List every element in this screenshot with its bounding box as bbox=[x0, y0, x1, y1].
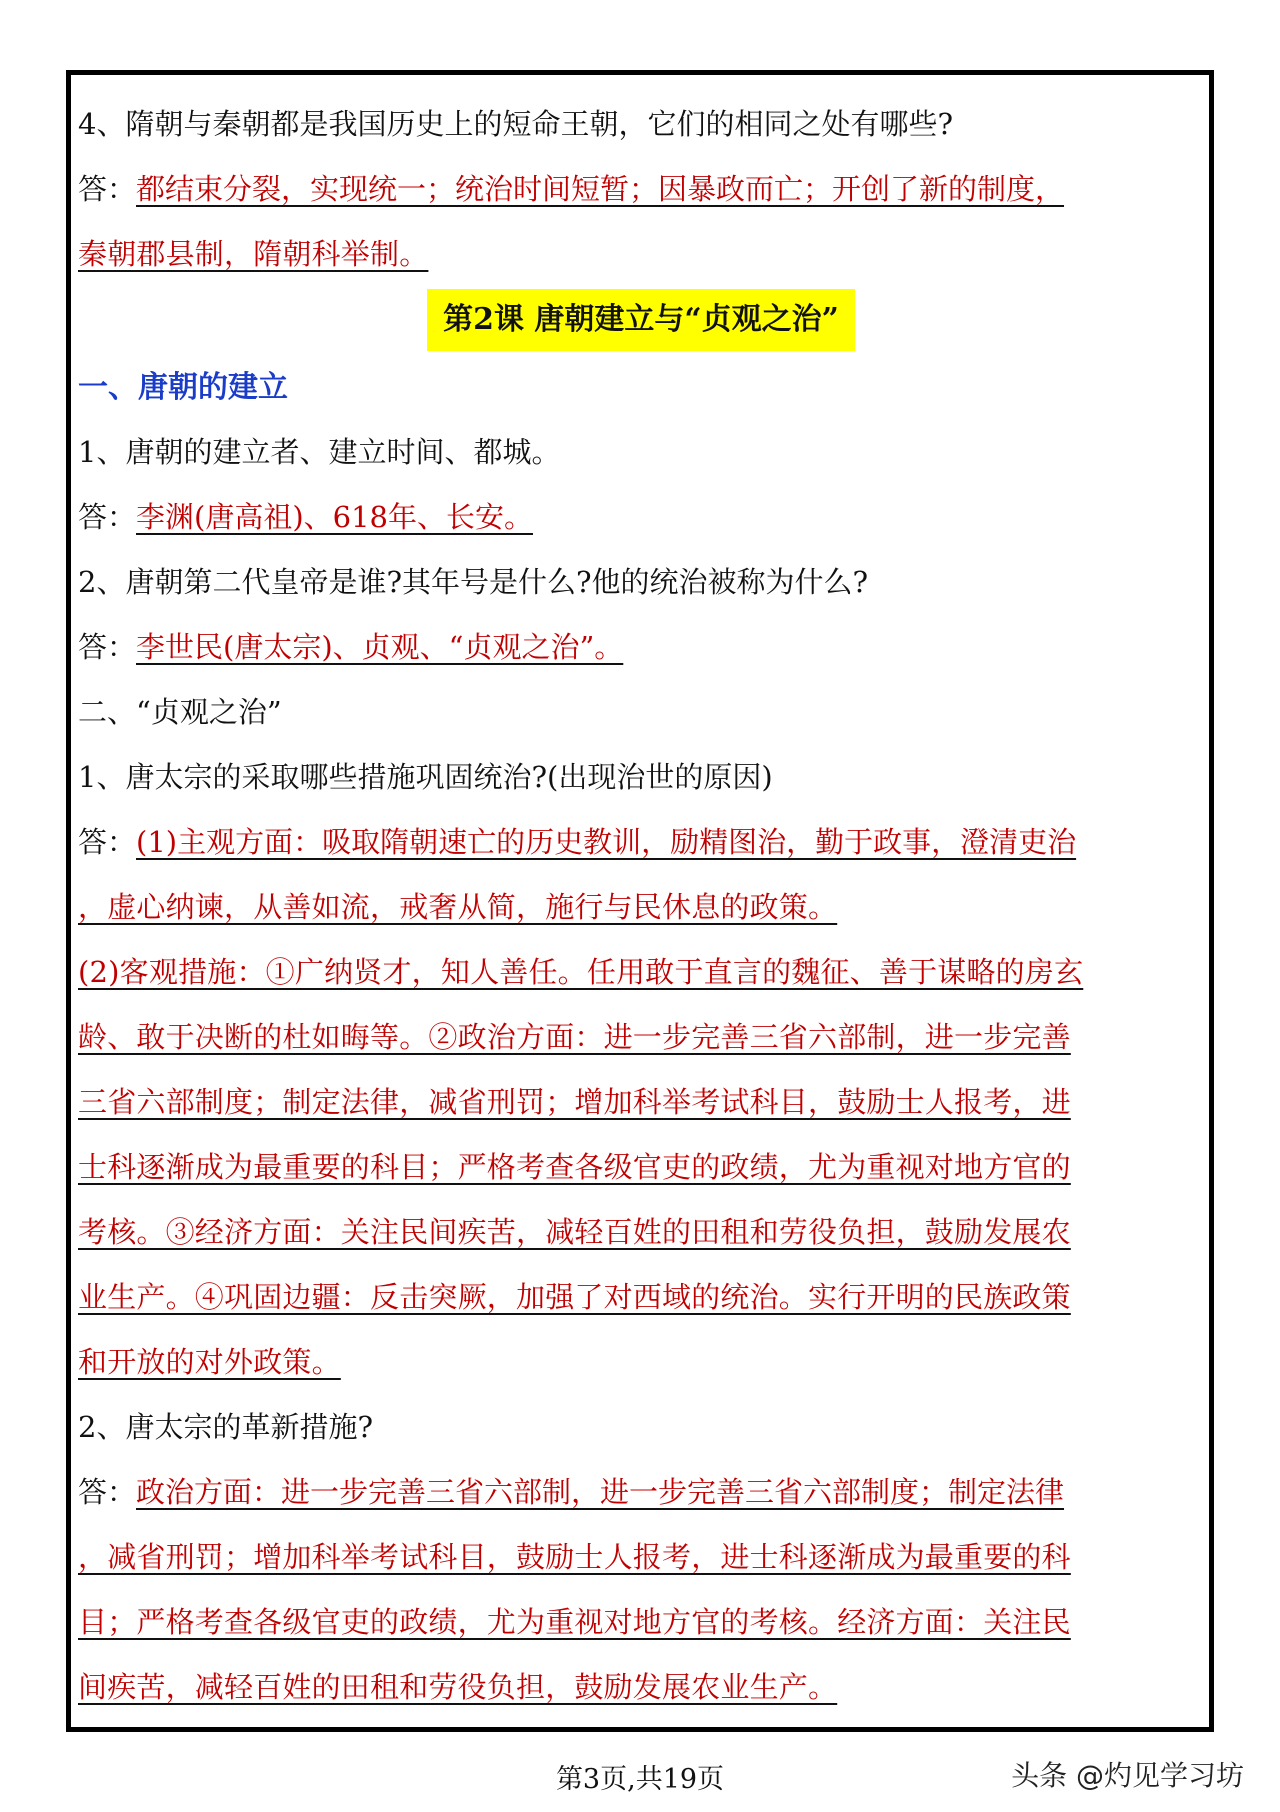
s2-q1-answer-line-8 bbox=[78, 1265, 1204, 1330]
answer-text: ，虚心纳谏，从善如流，戒奢从简，施行与民休息的政策。 bbox=[78, 890, 838, 924]
answer-text: 李世民(唐太宗)、贞观、“贞观之治”。 bbox=[136, 630, 624, 664]
answer-text: 秦朝郡县制，隋朝科举制。 bbox=[78, 237, 429, 271]
q4-question: 4、隋朝与秦朝都是我国历史上的短命王朝，它们的相同之处有哪些? bbox=[78, 107, 953, 141]
lesson-title-wrap bbox=[78, 287, 1204, 355]
document-content bbox=[78, 92, 1204, 1720]
answer-text: ，减省刑罚；增加科举考试科目，鼓励士人报考，进士科逐渐成为最重要的科 bbox=[78, 1540, 1071, 1574]
s2-q1-answer-line-9 bbox=[78, 1330, 1204, 1395]
s1-q2-question: 2、唐朝第二代皇帝是谁?其年号是什么?他的统治被称为什么? bbox=[78, 565, 869, 599]
s2-q1-answer-line-3 bbox=[78, 940, 1204, 1005]
q4-answer-line-1 bbox=[78, 157, 1204, 222]
answer-text: 政治方面：进一步完善三省六部制，进一步完善三省六部制度；制定法律 bbox=[136, 1475, 1065, 1509]
answer-prefix: 答： bbox=[78, 825, 137, 859]
s2-q2-question: 2、唐太宗的革新措施? bbox=[78, 1410, 373, 1444]
answer-text: 都结束分裂，实现统一；统治时间短暂；因暴政而亡；开创了新的制度， bbox=[136, 172, 1065, 206]
s2-q1-answer-line-6 bbox=[78, 1135, 1204, 1200]
answer-text: 李渊(唐高祖)、618年、长安。 bbox=[136, 500, 533, 534]
watermark: 头条 @灼见学习坊 bbox=[1011, 1759, 1244, 1792]
s2-q1-question: 1、唐太宗的采取哪些措施巩固统治?(出现治世的原因) bbox=[78, 760, 773, 794]
s2-q2-answer-line-4 bbox=[78, 1655, 1204, 1720]
s2-q1-answer-line-7 bbox=[78, 1200, 1204, 1265]
s1-q1-question: 1、唐朝的建立者、建立时间、都城。 bbox=[78, 435, 561, 469]
s1-q1-answer bbox=[78, 485, 1204, 550]
answer-prefix: 答： bbox=[78, 630, 137, 664]
s2-q2-answer-line-2 bbox=[78, 1525, 1204, 1590]
answer-text: (1)主观方面：吸取隋朝速亡的历史教训，励精图治，勤于政事，澄清吏治 bbox=[136, 825, 1077, 859]
answer-text: 龄、敢于决断的杜如晦等。②政治方面：进一步完善三省六部制，进一步完善 bbox=[78, 1020, 1071, 1054]
answer-text: 目；严格考查各级官吏的政绩，尤为重视对地方官的考核。经济方面：关注民 bbox=[78, 1605, 1071, 1639]
s1-q2-answer bbox=[78, 615, 1204, 680]
section-title-1: 一、唐朝的建立 bbox=[78, 370, 288, 405]
section-title-2: 二、“贞观之治” bbox=[78, 695, 282, 729]
answer-text: 间疾苦，减轻百姓的田租和劳役负担，鼓励发展农业生产。 bbox=[78, 1670, 838, 1704]
q4-answer-line-2 bbox=[78, 222, 1204, 287]
s2-q2-answer-line-1 bbox=[78, 1460, 1204, 1525]
s2-q1-answer-line-4 bbox=[78, 1005, 1204, 1070]
answer-text: 和开放的对外政策。 bbox=[78, 1345, 341, 1379]
s2-q1-answer-line-1 bbox=[78, 810, 1204, 875]
lesson-title: 第2课 唐朝建立与“贞观之治” bbox=[427, 289, 855, 351]
s2-q1-answer-line-5 bbox=[78, 1070, 1204, 1135]
answer-text: 三省六部制度；制定法律，减省刑罚；增加科举考试科目，鼓励士人报考，进 bbox=[78, 1085, 1071, 1119]
answer-text: 考核。③经济方面：关注民间疾苦，减轻百姓的田租和劳役负担，鼓励发展农 bbox=[78, 1215, 1071, 1249]
s2-q2-answer-line-3 bbox=[78, 1590, 1204, 1655]
answer-prefix: 答： bbox=[78, 500, 137, 534]
answer-text: 士科逐渐成为最重要的科目；严格考查各级官吏的政绩，尤为重视对地方官的 bbox=[78, 1150, 1071, 1184]
page-number: 第3页,共19页 bbox=[555, 1764, 725, 1795]
answer-prefix: 答： bbox=[78, 172, 137, 206]
answer-prefix: 答： bbox=[78, 1475, 137, 1509]
answer-text: 业生产。④巩固边疆：反击突厥，加强了对西域的统治。实行开明的民族政策 bbox=[78, 1280, 1071, 1314]
answer-text: (2)客观措施：①广纳贤才，知人善任。任用敢于直言的魏征、善于谋略的房玄 bbox=[78, 955, 1084, 989]
s2-q1-answer-line-2 bbox=[78, 875, 1204, 940]
